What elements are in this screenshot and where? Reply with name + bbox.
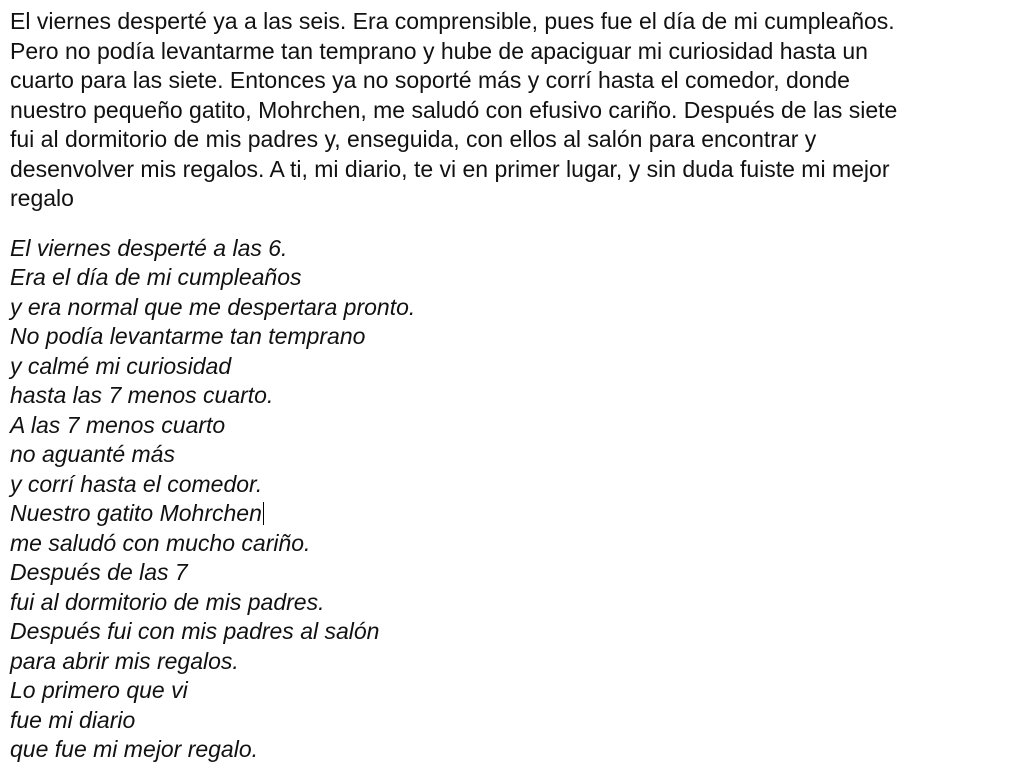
verse-list[interactable] <box>10 234 1022 765</box>
paragraph-line: nuestro pequeño gatito, Mohrchen, me saludó con efusivo cariño. Después de las siete <box>10 96 898 123</box>
verse-line: Era el día de mi cumpleaños <box>10 264 302 290</box>
text-cursor <box>263 502 264 525</box>
verse-line: fue mi diario <box>10 706 136 733</box>
verse-line: El viernes desperté a las 6. <box>10 234 288 261</box>
paragraph-line: fui al dormitorio de mis padres y, enseguida, con ellos al salón para encontrar y <box>10 126 817 152</box>
verse-line: y calmé mi curiosidad <box>10 352 232 379</box>
verse-line: me saludó con mucho cariño. <box>10 529 311 556</box>
verse-line: Lo primero que vi <box>10 677 188 703</box>
verse-line: y era normal que me despertara pronto. <box>10 293 416 320</box>
verse-line: para abrir mis regalos. <box>10 647 239 674</box>
verse-line: no aguanté más <box>10 441 175 467</box>
verse-line: hasta las 7 menos cuarto. <box>10 382 274 408</box>
paragraph-line: desenvolver mis regalos. A ti, mi diario, te vi en primer lugar, y sin duda fuiste mi mejor <box>10 155 890 182</box>
verse-line: que fue mi mejor regalo. <box>10 736 259 762</box>
paragraph-line: cuarto para las siete. Entonces ya no soporté más y corrí hasta el comedor, donde <box>10 67 850 93</box>
paragraph-spacing <box>10 214 1022 234</box>
verse-line: No podía levantarme tan temprano <box>10 323 366 349</box>
verse-line: Después de las 7 <box>10 559 188 585</box>
verse-line: Después fui con mis padres al salón <box>10 618 380 644</box>
paragraph-line: El viernes desperté ya a las seis. Era comprensible, pues fue el día de mi cumpleaños. <box>10 8 895 34</box>
verse-line-text: Nuestro gatito Mohrchen <box>10 500 262 526</box>
prose-paragraph[interactable] <box>10 7 1022 214</box>
verse-line: A las 7 menos cuarto <box>10 411 226 438</box>
paragraph-line: Pero no podía levantarme tan temprano y hube de apaciguar mi curiosidad hasta un <box>10 37 868 64</box>
verse-line-with-cursor[interactable] <box>10 499 1022 529</box>
document-page[interactable] <box>10 7 1022 765</box>
verse-line: fui al dormitorio de mis padres. <box>10 588 325 615</box>
paragraph-line: regalo <box>10 185 74 211</box>
verse-line: y corrí hasta el comedor. <box>10 470 263 497</box>
